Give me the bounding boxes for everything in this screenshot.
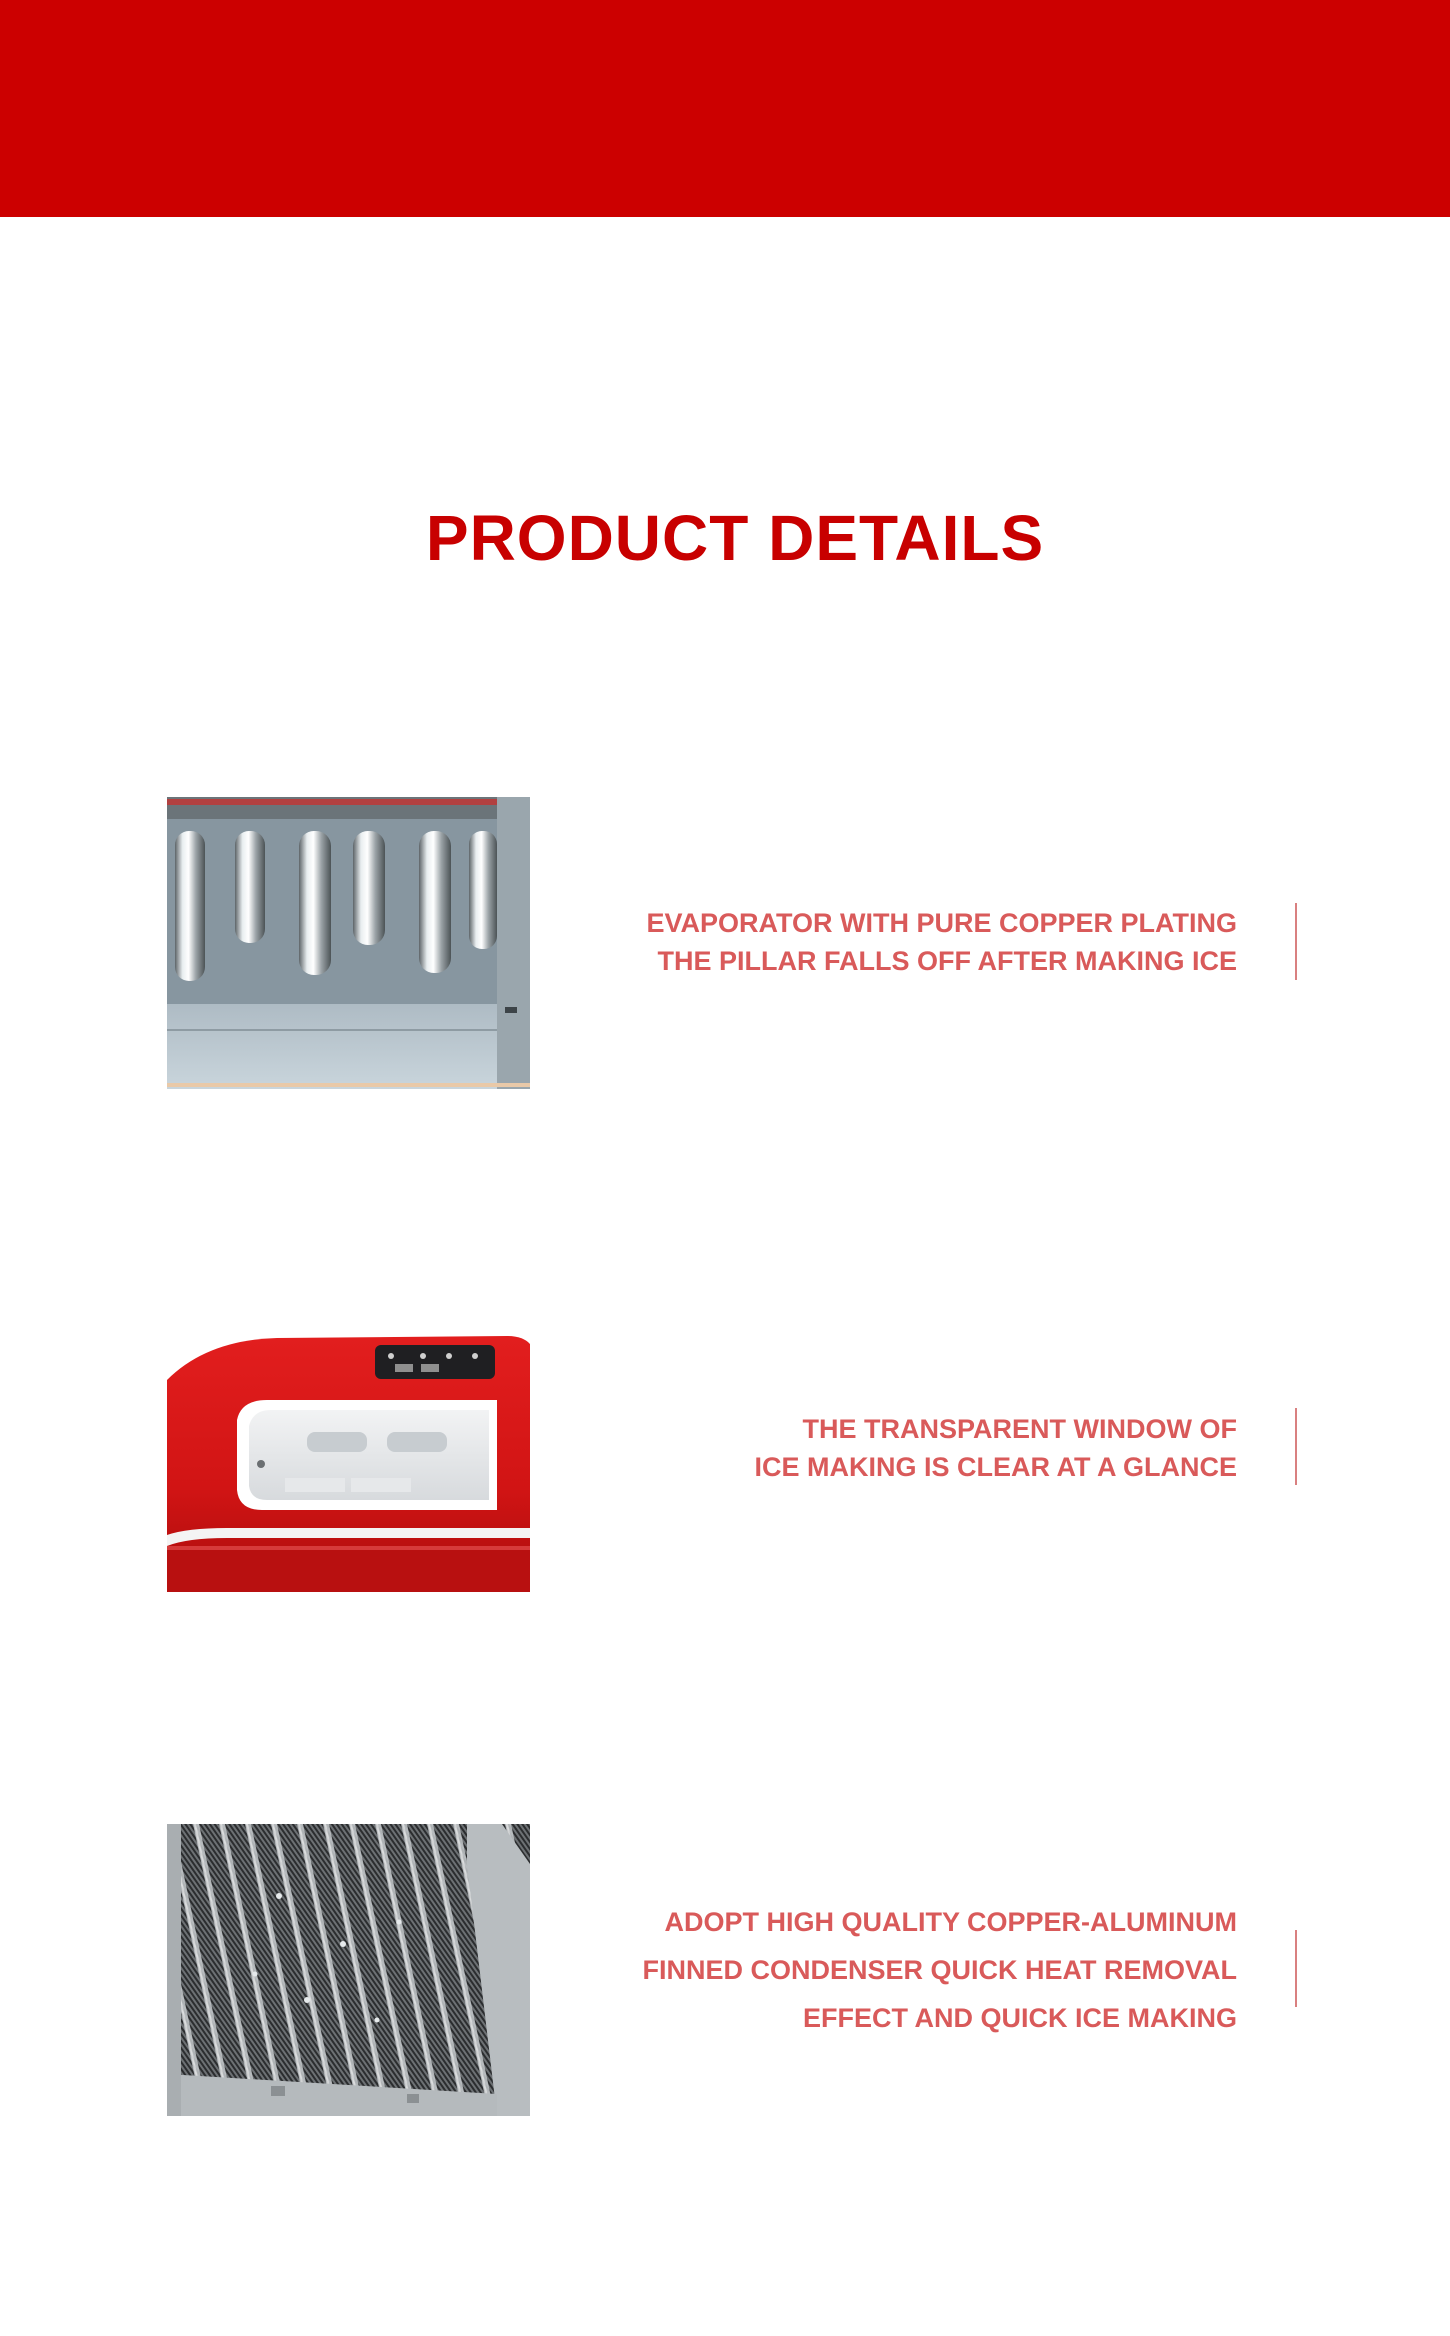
caption-line: EFFECT AND QUICK ICE MAKING	[803, 2003, 1237, 2033]
accent-divider	[1295, 903, 1297, 980]
caption-line: FINNED CONDENSER QUICK HEAT REMOVAL	[642, 1955, 1237, 1985]
red-ice-maker-window-photo	[167, 1300, 530, 1592]
detail-caption	[755, 1410, 1238, 1486]
caption-line: THE PILLAR FALLS OFF AFTER MAKING ICE	[657, 946, 1237, 976]
top-banner	[0, 0, 1450, 217]
detail-transparent-window	[167, 1300, 1297, 1600]
page-title: PRODUCT DETAILS	[425, 502, 1045, 574]
evaporator-pillars-photo	[167, 797, 530, 1089]
detail-evaporator	[167, 797, 1297, 1097]
finned-condenser-photo	[167, 1824, 530, 2116]
caption-line: THE TRANSPARENT WINDOW OF	[802, 1414, 1237, 1444]
caption-line: ICE MAKING IS CLEAR AT A GLANCE	[754, 1452, 1237, 1482]
detail-caption	[646, 904, 1237, 980]
accent-divider	[1295, 1408, 1297, 1485]
accent-divider	[1295, 1930, 1297, 2007]
caption-line: ADOPT HIGH QUALITY COPPER-ALUMINUM	[664, 1907, 1237, 1937]
detail-condenser	[167, 1824, 1297, 2124]
caption-line: EVAPORATOR WITH PURE COPPER PLATING	[646, 908, 1237, 938]
detail-caption	[642, 1898, 1237, 2042]
